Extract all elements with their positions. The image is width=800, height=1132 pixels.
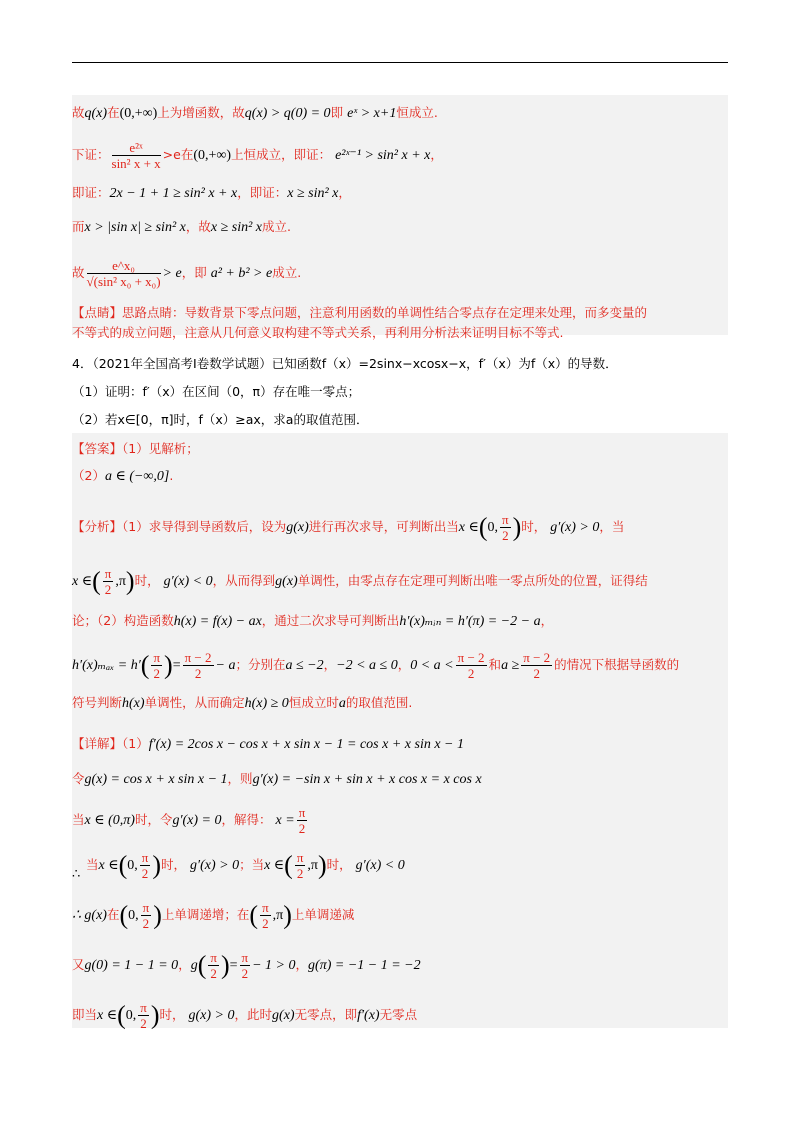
math: x ∈ [97,1008,118,1023]
text: . [169,468,174,483]
math: 0 < a < [410,658,454,673]
text: ，故 [185,219,211,234]
math: = [172,658,181,673]
detail-line-2 [72,770,482,789]
math: f′(x) [357,1008,380,1023]
text: 当 [86,857,99,872]
text: 和 [488,657,502,672]
math: a ∈ (−∞,0] [104,469,170,484]
analysis-line-2: x ∈( $\frac{\pi}{2}$ ,π)时， g′(x) < 0，从而得到g(x)单调性，由零点存在定理可判断出唯一零点所处的位置，证得结 [72,566,648,597]
answer-line-2 [72,467,173,486]
text: ， [540,613,554,628]
fraction: $\frac{\pi}{2}$ [210,950,217,981]
analysis-line-5 [72,694,412,713]
text: 论；（2）构造函数 [72,613,174,628]
text: 时， [326,857,352,872]
therefore-symbol: ∴ [72,867,81,882]
text: ，即 [181,265,207,280]
text: ， [430,147,443,162]
math: x > |sin x| ≥ sin² x [84,220,186,235]
math: > e [162,266,182,281]
math: x ≥ sin² x [210,220,263,235]
line-5 [72,258,301,289]
tip-line-2: 不等式的成立问题，注意从几何意义取构建不等式关系，再利用分析法来证明目标不等式. [72,325,564,340]
text: 令 [72,771,85,786]
math: (0,+∞) [119,106,158,121]
problem-part-1: （1）证明：f′（x）在区间（0，π）存在唯一零点； [72,384,361,399]
math: g(x) [275,574,298,589]
text: 上单调递减 [291,907,355,922]
math: g′(x) = −sin x + sin x + x cos x = x cos x [252,772,482,787]
text: 的取值范围. [345,695,413,710]
math: g(x) > 0 [188,1008,235,1023]
math: q(x) [84,106,108,121]
math: g′(x) > 0 [190,858,240,873]
math: h(x) = f(x) − ax [173,614,262,629]
fraction: $\frac{\pi}{2}$ [142,900,150,931]
text: 时， [159,1007,185,1022]
fraction: $\frac{\text{e\textasciicircum{}x₀}}{\text{√(sin² x₀ + x₀)}}$ [86,258,161,289]
math: x ∈ (0,π) [84,813,135,828]
text: 上单调递增；在 [161,907,250,922]
detail-line-4: 当x ∈(0, $\frac{\pi}{2}$ )时， g′(x) > 0；当x ∈( $\frac{\pi}{2}$ ,π)时， g′(x) < 0 [86,850,405,881]
problem-stem: 4．（2021年全国高考Ⅰ卷数学试题）已知函数f（x）=2sinx−xcosx−x，f′（x）为f（x）的导数． [72,356,618,371]
math: q(x) > q(0) = 0 [244,106,331,121]
text: 时， [521,519,547,534]
math: − a [215,658,236,673]
math: a ≥ [501,658,520,673]
text: 单调性，由零点存在定理可判断出唯一零点所处的位置，证得结 [297,573,648,588]
text: >e [162,147,181,162]
text: 成立. [272,265,302,280]
math: ,π [115,574,126,589]
math: h′(x)ₘᵢₙ = h′(π) = −2 − a [399,614,541,629]
math: f′(x) = 2cos x − cos x + x sin x − 1 = cos x + x sin x − 1 [148,737,464,752]
analysis-line-4: h′(x)ₘₐₓ = h′( $\frac{\pi}{2}$ )= $\frac{\pi - 2}{2}$ − a；分别在a ≤ −2，−2 < a ≤ 0，0 < a < $\frac{\pi - 2}{2}$ 和a ≥ $\frac{\pi - 2}{2}$ 的情况下根据导函数的 [72,650,680,681]
math: x ≥ sin² x [287,186,339,201]
text: 上为增函数，故 [157,105,245,120]
text: 恒成立时 [288,695,339,710]
analysis-line-1: 【分析】（1）求导得到导函数后，设为g(x)进行再次求导，可判断出当x ∈(0, $\frac{\pi}{2}$ )时， g′(x) > 0，当 [72,512,625,543]
text: 即证： [72,185,110,200]
math: g′(x) < 0 [355,858,405,873]
fraction: $\frac{\pi - 2}{2}$ [184,650,212,681]
text: 在 [107,105,120,120]
text: ， [323,657,337,672]
math: 2x − 1 + 1 ≥ sin² x + x [109,186,238,201]
text: 【详解】（1） [72,736,149,751]
text: ，此时 [234,1007,273,1022]
text: ，即证： [237,185,288,200]
text: 【分析】（1）求导得到导函数后，设为 [72,519,287,534]
math: g [190,958,198,973]
math: x ∈ [458,520,479,535]
math: h(x) ≥ 0 [244,696,289,711]
text: 故 [72,265,85,280]
math: ,π [272,908,284,923]
math: eˣ > x+1 [347,106,397,121]
fraction: $\frac{\pi}{2}$ [262,900,269,931]
problem-part-2: （2）若x∈[0，π]时，f（x）≥ax，求a的取值范围． [72,412,369,427]
math: g(x) [272,1008,295,1023]
math: x ∈ [98,858,119,873]
math: a² + b² > e [210,266,273,281]
text: 成立. [262,219,292,234]
math: 0, [487,520,499,535]
line-4 [72,218,291,237]
math: g(π) = −1 − 1 = −2 [308,958,421,973]
fraction: $\frac{\pi}{2}$ [241,950,249,981]
text: 又 [72,957,85,972]
fraction: $\frac{\pi}{2}$ [298,805,306,836]
text: 在 [180,147,194,162]
detail-line-6: 又g(0) = 1 − 1 = 0，g( $\frac{\pi}{2}$ )= $\frac{\pi}{2}$ − 1 > 0，g(π) = −1 − 1 = −2 [72,950,421,981]
text: 进行再次求导，可判断出当 [308,519,459,534]
text: 无零点，即 [294,1007,358,1022]
math: 0, [125,1008,137,1023]
math: (0,+∞) [193,148,232,163]
text: 即当 [72,1007,98,1022]
math: g(0) = 1 − 1 = 0 [84,958,179,973]
text: ， [397,657,411,672]
fraction: $\frac{\text{e²ˣ}}{\text{sin² x + x}}$ [111,140,161,171]
answer-line-1: 【答案】（1）见解析； [72,441,199,456]
text: 下证： [72,147,110,162]
text: ， [178,957,191,972]
math: −2 < a ≤ 0 [336,658,398,673]
math: x = [275,813,295,828]
math: a [338,696,346,711]
math: − 1 > 0 [252,958,296,973]
math: g′(x) > 0 [550,520,600,535]
math: x ∈ [72,574,93,589]
header-rule [72,62,728,63]
text: 无零点 [379,1007,418,1022]
text: ， [295,957,309,972]
text: ，从而得到 [212,573,276,588]
math: 0, [128,908,139,923]
math: g′(x) < 0 [163,574,213,589]
text: ；分别在 [235,657,286,672]
text: 恒成立. [396,105,438,120]
line-1 [72,104,438,123]
fraction: $\frac{\pi}{2}$ [141,850,149,881]
text: ；当 [239,857,265,872]
tip-line-1: 【点睛】思路点睛：导数背景下零点问题，注意利用函数的单调性结合零点存在定理来处理，而多变量的 [72,305,648,320]
fraction: $\frac{\pi - 2}{2}$ [457,650,485,681]
text: 的情况下根据导函数的 [554,657,680,672]
text: ，当 [599,519,625,534]
fraction: $\frac{\pi}{2}$ [140,1000,147,1031]
analysis-line-3 [72,612,553,631]
detail-line-3 [72,805,309,836]
math: g(x) [286,520,309,535]
text: 时， [134,573,160,588]
fraction: $\frac{\pi - 2}{2}$ [523,650,551,681]
line-3 [72,184,351,203]
detail-line-1 [72,735,464,754]
detail-line-5: ∴ g(x)在(0, $\frac{\pi}{2}$ )上单调递增；在( $\frac{\pi}{2}$ ,π)上单调递减 [72,900,355,931]
text: ， [338,185,351,200]
text: 故 [72,105,85,120]
text: 时， [161,857,187,872]
math: ∴ g(x) [72,908,107,923]
text: （2） [72,468,105,483]
math: 0, [127,858,138,873]
math: = [229,958,238,973]
math: ,π [307,858,318,873]
math: h′(x)ₘₐₓ = h′ [72,658,141,673]
fraction: $\frac{\pi}{2}$ [502,512,509,543]
text: 在 [106,907,120,922]
text: 而 [72,219,85,234]
text: 单调性，从而确定 [144,695,245,710]
text: 时，令 [134,812,173,827]
text: 符号判断 [72,695,123,710]
fraction: $\frac{\pi}{2}$ [153,650,161,681]
text: ，解得： [221,812,272,827]
line-2 [72,140,443,171]
text: 即 [330,105,344,120]
text: 当 [72,812,85,827]
math: g(x) = cos x + x sin x − 1 [84,772,228,787]
detail-line-7: 即当x ∈(0, $\frac{\pi}{2}$ )时， g(x) > 0，此时g(x)无零点，即f′(x)无零点 [72,1000,418,1031]
text: 上恒成立，即证： [231,147,332,162]
math: e²ˣ⁻¹ > sin² x + x [335,148,431,163]
fraction: $\frac{\pi}{2}$ [296,850,304,881]
fraction: $\frac{\pi}{2}$ [104,566,112,597]
text: ，则 [227,771,253,786]
math: h(x) [122,696,145,711]
solution-block-1 [72,95,728,335]
math: g′(x) = 0 [172,813,222,828]
math: a ≤ −2 [285,658,324,673]
math: x ∈ [264,858,285,873]
text: ，通过二次求导可判断出 [261,613,400,628]
